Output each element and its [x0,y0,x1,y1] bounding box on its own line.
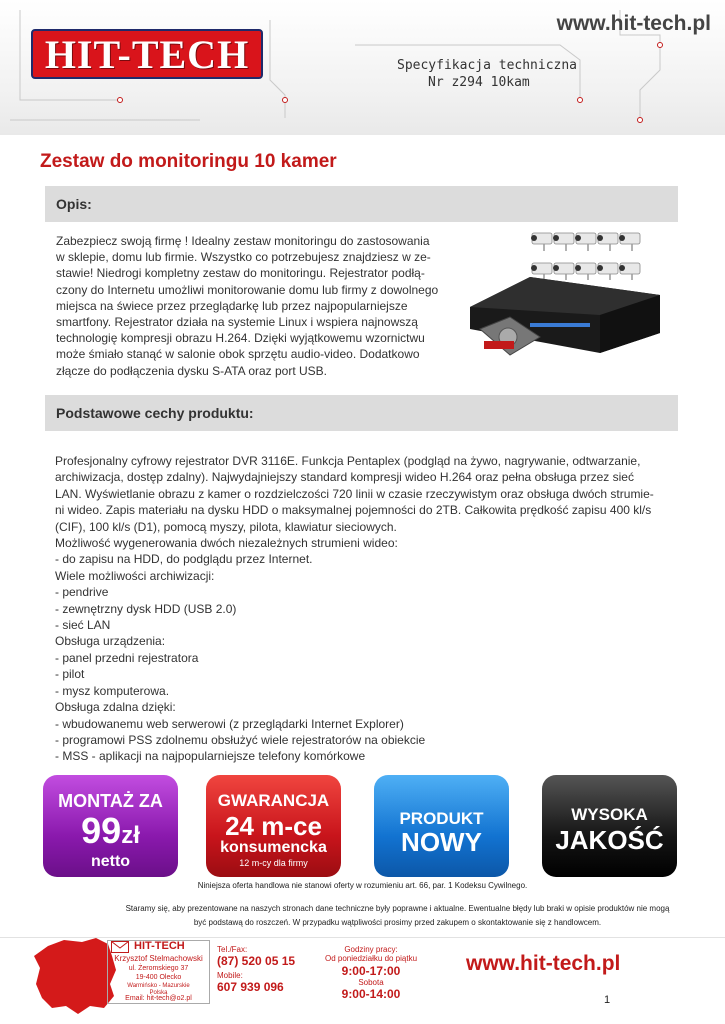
footer-city: 19-400 Olecko [135,974,182,981]
disclaimer-accuracy-line: być podstawą do roszczeń. W przypadku wątpliwości prosimy przed zakupem o skontaktowanie się z handlowcem. [193,918,602,927]
badge-produkt-line1: PRODUKT [399,809,484,828]
mobile-number[interactable]: 607 939 096 [217,980,284,994]
feature-line: - pilot [55,667,85,682]
feature-line: - wbudowanemu web serwerowi (z przeglądarki Internet Explorer) [55,716,404,731]
feature-line: - zewnętrzny dysk HDD (USB 2.0) [55,601,237,616]
camera-icons [531,233,640,280]
weekdays-label: Od poniedziałku do piątku [324,954,418,963]
badge-wysoka-line2: JAKOŚĆ [555,825,664,855]
footer-email[interactable]: Email: hit-tech@o2.pl [125,995,192,1002]
header-website[interactable]: www.hit-tech.pl [556,12,711,35]
logo [31,29,263,79]
feature-line: Obsługa zdalna dzięki: [55,700,176,715]
feature-line: - MSS - aplikacji na najpopularniejsze telefony komórkowe [55,749,366,764]
badge-montaz-unit: zł [121,822,140,849]
opis-line: miejsca na świece przez przeglądarkę lub przez najpopularniejsze [56,298,408,313]
feature-line: archiwizacja, dostęp zdalny). Najwydajniejszy standard kompresji wideo H.264 oraz pełna obsługa przez sieć [55,470,634,485]
footer-region: Warmińsko - Mazurskie [127,983,190,989]
badge-gwarancja-line3: konsumencka [220,839,327,856]
opis-line: w sklepie, domu lub firmie. Wszystko co potrzebujesz znajdziesz w ze- [56,250,431,265]
footer-country: Polska [149,990,168,996]
disclaimer-accuracy [120,902,675,930]
features-text [55,453,665,765]
page-title: Zestaw do monitoringu 10 kamer [40,151,337,172]
badge-gwarancja-line1: GWARANCJA [217,791,330,810]
opis-line: smartfony. Rejestrator działa na systemie Linux i wspiera najnowszą [56,315,418,330]
feature-line: - programowi PSS zdolnemu obsłużyć wiele rejestratorów na obiekcie [55,732,426,747]
badge-produkt-nowy [374,775,509,877]
badge-gwarancja [206,775,341,877]
features-section-label: Podstawowe cechy produktu: [56,405,254,421]
feature-line: Profesjonalny cyfrowy rejestrator DVR 3116E. Funkcja Pentaplex (podgląd na żywo, nagrywanie, odtwarzanie, [55,454,641,468]
badge-montaz-price [43,811,178,856]
feature-line: ni wideo. Zapis materiału na dysku HDD o maksymalnej pojemności do 2TB. Całkowita prędkość zapisu 400 kl/s [55,503,652,518]
feature-line: (CIF), 100 kl/s (D1), pomocą myszy, pilota, klawiatur sieciowych. [55,519,397,534]
feature-line: - pendrive [55,585,109,600]
opis-line: złącze do podłączenia dysku S-ATA oraz port USB. [56,363,328,378]
feature-line: - do zapisu na HDD, do podglądu przez Internet. [55,552,313,567]
mobile-label: Mobile: [217,971,243,980]
feature-line: Wiele możliwości archiwizacji: [55,568,215,583]
opis-line: stawie! Niedrogi kompletny zestaw do monitoringu. Rejestrator podłą- [56,266,425,281]
features-section-header [45,395,678,431]
feature-line: Możliwość wygenerowania dwóch niezależnych strumieni wideo: [55,536,398,551]
logo-text: HIT-TECH [44,31,250,77]
badge-wysoka-line1: WYSOKA [571,805,648,824]
footer-website[interactable]: www.hit-tech.pl [466,952,621,975]
tel-fax-label: Tel./Fax: [217,945,248,954]
feature-line: - panel przedni rejestratora [55,650,199,665]
opis-line: może śmiało stanąć w salonie obok sprzętu audio-video. Dodatkowo [56,347,420,362]
footer-company-name: HIT-TECH [134,940,185,952]
feature-line: - mysz komputerowa. [55,683,170,698]
saturday-hours: 9:00-14:00 [341,987,401,1001]
feature-line: - sieć LAN [55,618,111,633]
saturday-label: Sobota [358,978,384,987]
badge-gwarancja-line4: 12 m-cy dla firmy [239,858,308,868]
opis-line: czony do Internetu umożliwi monitorowanie domu lub firmy z dowolnego [56,282,439,297]
feature-line: LAN. Wyświetlanie obrazu z kamer o rozdzielczości 720 linii w czasie rzeczywistym oraz obsługa dwóch strumie- [55,486,654,501]
badge-montaz-line3: netto [90,853,131,870]
opis-line: technologię kompresji obrazu H.264. Dzięki wyjątkowemu wzornictwu [56,331,425,346]
disclaimer-legal: Niniejsza oferta handlowa nie stanowi oferty w rozumieniu art. 66, par. 1 Kodeksu Cywilnego. [197,881,528,890]
hours-label: Godziny pracy: [344,945,398,954]
footer-street: ul. Żeromskiego 37 [128,965,189,972]
badge-montaz-value: 99 [81,810,122,851]
tel-fax-number[interactable]: (87) 520 05 15 [217,954,296,968]
opis-section-header [45,186,678,222]
product-image [470,225,670,385]
opis-text [56,233,445,379]
page-number: 1 [604,994,611,1006]
opis-line: Zabezpiecz swoją firmę ! Idealny zestaw monitoringu do zastosowania [56,234,430,248]
envelope-icon [111,941,129,953]
weekdays-hours: 9:00-17:00 [341,964,401,978]
footer-owner: Krzysztof Stelmachowski [114,954,203,963]
badge-produkt-line2: NOWY [401,827,482,857]
disclaimer-accuracy-line: Staramy się, aby prezentowane na naszych stronach dane techniczne były poprawne i aktualne. Ewentualne błędy lub braki w opisie produktów nie mogą [125,904,670,913]
badge-wysoka-jakosc [542,775,677,877]
spec-number: Nr z294 10kam [428,75,530,90]
opis-section-label: Opis: [56,196,92,212]
spec-title: Specyfikacja techniczna [397,58,578,73]
badge-montaz [43,775,178,877]
badge-montaz-line1: MONTAŻ ZA [58,791,163,811]
badge-gwarancja-line2: 24 m-ce [225,811,322,841]
feature-line: Obsługa urządzenia: [55,634,166,649]
